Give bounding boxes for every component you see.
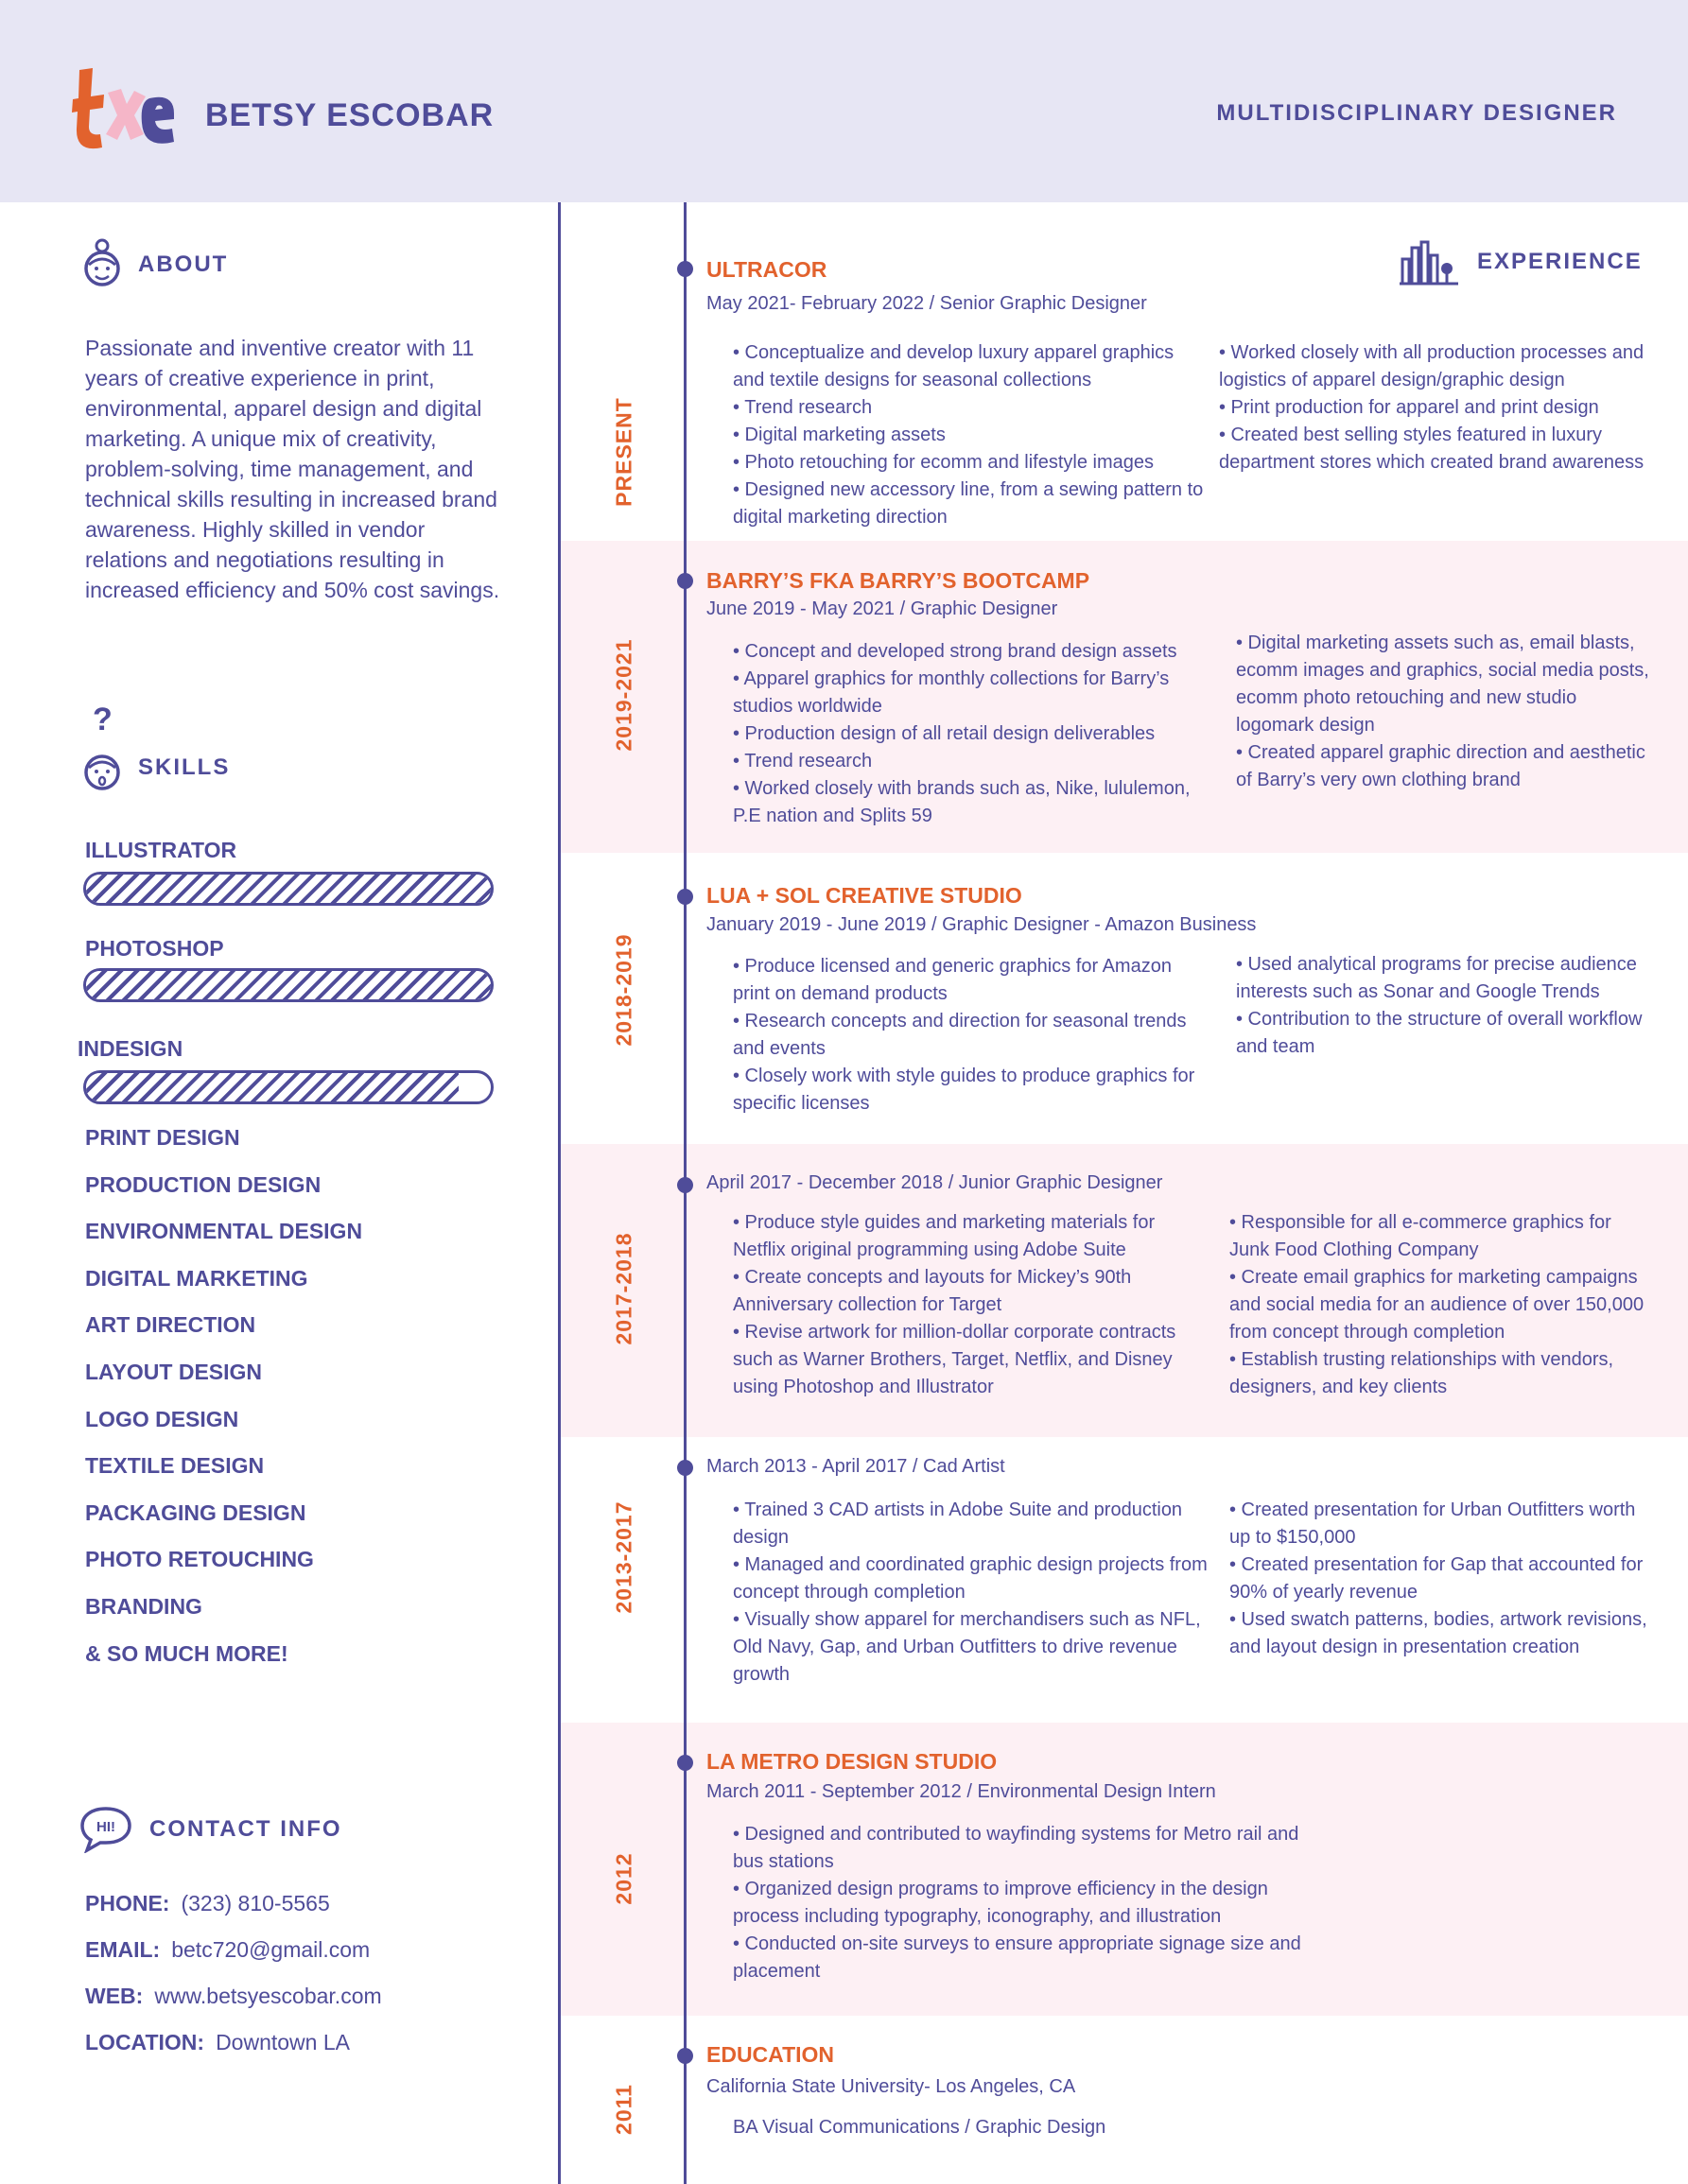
experience-title: EXPERIENCE — [1477, 249, 1643, 274]
contact-email — [85, 1935, 382, 1982]
job-subtitle: March 2011 - September 2012 / Environmental Design Intern — [706, 1781, 1216, 1802]
skills-title: SKILLS — [138, 754, 231, 780]
bullet-item: • Managed and coordinated graphic design projects from concept through completion — [733, 1554, 1208, 1603]
job-subtitle: March 2013 - April 2017 / Cad Artist — [706, 1456, 1005, 1477]
bullet-item: • Trend research — [733, 397, 873, 418]
about-heading — [83, 238, 228, 291]
bullet-item: • Created presentation for Urban Outfitters worth up to $150,000 — [1229, 1499, 1636, 1548]
company-name: LA METRO DESIGN STUDIO — [706, 1749, 998, 1774]
timeline-dot — [677, 1460, 693, 1476]
job-subtitle: May 2021- February 2022 / Senior Graphic Designer — [706, 293, 1147, 314]
skill-bar-photoshop — [83, 968, 494, 1002]
contact-location — [85, 2028, 382, 2074]
bullet-item: • Revise artwork for million-dollar corporate contracts such as Warner Brothers, Target, Netflix, and Disney using Photoshop and Illustrator — [733, 1322, 1176, 1397]
bullet-item: • Conceptualize and develop luxury apparel graphics and textile designs for seasonal collections — [733, 342, 1175, 390]
education-school: California State University- Los Angeles, CA — [706, 2076, 1076, 2097]
experience-heading — [1400, 238, 1643, 286]
skill-bar-indesign — [83, 1070, 494, 1104]
education-title: EDUCATION — [706, 2042, 835, 2067]
bullet-item: • Produce style guides and marketing materials for Netflix original programming using Adobe Suite — [733, 1212, 1156, 1260]
bullet-item: • Production design of all retail design deliverables — [733, 723, 1156, 744]
bullet-list-right — [1236, 951, 1652, 1061]
bullet-list-left — [733, 638, 1210, 830]
list-item: ENVIRONMENTAL DESIGN — [85, 1219, 363, 1244]
bullet-list-left — [733, 1209, 1210, 1401]
contact-list — [85, 1889, 382, 2074]
bullet-item: • Produce licensed and generic graphics for Amazon print on demand products — [733, 956, 1172, 1004]
contact-web — [85, 1982, 382, 2028]
bullet-list-right — [1219, 339, 1644, 477]
bullet-item: • Worked closely with brands such as, Nike, lululemon, P.E nation and Splits 59 — [733, 778, 1191, 826]
company-name: ULTRACOR — [706, 257, 827, 282]
job-subtitle: April 2017 - December 2018 / Junior Graphic Designer — [706, 1172, 1163, 1193]
job-subtitle: January 2019 - June 2019 / Graphic Designer - Amazon Business — [706, 914, 1257, 935]
timeline-dot — [677, 2048, 693, 2064]
list-item: DIGITAL MARKETING — [85, 1265, 308, 1291]
contact-value[interactable]: betc720@gmail.com — [171, 1937, 371, 1962]
bullet-item: • Apparel graphics for monthly collections for Barry’s studios worldwide — [733, 668, 1170, 717]
contact-key: WEB: — [85, 1984, 144, 2008]
candidate-role: MULTIDISCIPLINARY DESIGNER — [1216, 100, 1617, 126]
speech-bubble-text: HI! — [96, 1819, 115, 1835]
bullet-item: • Create email graphics for marketing campaigns and social media for an audience of over 150,000 from concept through completion — [1229, 1267, 1644, 1343]
bullet-list-right — [1236, 630, 1652, 794]
bullet-item: • Digital marketing assets — [733, 425, 946, 445]
bullet-list-right — [1229, 1209, 1655, 1401]
contact-title: CONTACT INFO — [149, 1816, 342, 1842]
bullet-item: • Trained 3 CAD artists in Adobe Suite and production design — [733, 1499, 1183, 1548]
list-item: PRINT DESIGN — [85, 1125, 240, 1150]
skill-fill — [86, 875, 491, 903]
list-item: PRODUCTION DESIGN — [85, 1171, 322, 1197]
bullet-item: • Contribution to the structure of overall workflow and team — [1236, 1009, 1643, 1057]
company-name: BARRY’S FKA BARRY’S BOOTCAMP — [706, 568, 1090, 593]
thinking-face-icon — [83, 702, 121, 792]
contact-heading — [79, 1806, 342, 1853]
bullet-item: • Research concepts and direction for seasonal trends and events — [733, 1011, 1187, 1059]
contact-value[interactable]: www.betsyescobar.com — [154, 1984, 382, 2008]
face-icon — [83, 238, 121, 291]
bullet-item: • Used analytical programs for precise audience interests such as Sonar and Google Trends — [1236, 954, 1637, 1002]
skill-list — [85, 1123, 362, 1686]
timeline-dot — [677, 573, 693, 589]
contact-key: PHONE: — [85, 1891, 170, 1915]
bullet-item: • Closely work with style guides to produce graphics for specific licenses — [733, 1066, 1195, 1114]
bullet-item: • Responsible for all e-commerce graphics for Junk Food Clothing Company — [1229, 1212, 1611, 1260]
bullet-item: • Organized design programs to improve efficiency in the design process including typography, iconography, and illustration — [733, 1879, 1268, 1927]
bullet-item: • Created best selling styles featured in luxury department stores which created brand awareness — [1219, 425, 1644, 473]
list-item: LOGO DESIGN — [85, 1406, 239, 1431]
bullet-item: • Print production for apparel and print design — [1219, 397, 1599, 418]
bullet-item: • Conducted on-site surveys to ensure appropriate signage size and placement — [733, 1933, 1301, 1982]
skill-fill — [86, 971, 491, 999]
skills-heading — [83, 702, 230, 792]
bullet-item: • Created apparel graphic direction and aesthetic of Barry’s very own clothing brand — [1236, 742, 1645, 790]
list-item: PACKAGING DESIGN — [85, 1499, 306, 1525]
contact-value[interactable]: (323) 810-5565 — [181, 1891, 330, 1915]
skill-label-illustrator: ILLUSTRATOR — [85, 838, 237, 862]
bullet-item: • Designed and contributed to wayfinding systems for Metro rail and bus stations — [733, 1824, 1299, 1872]
bullet-list-left — [733, 1821, 1310, 1985]
bullet-item: • Photo retouching for ecomm and lifestyle images — [733, 452, 1154, 473]
list-item: BRANDING — [85, 1593, 202, 1619]
list-item: LAYOUT DESIGN — [85, 1359, 263, 1384]
timeline-dot — [677, 1177, 693, 1193]
skill-label-indesign: INDESIGN — [78, 1036, 183, 1061]
contact-key: EMAIL: — [85, 1937, 161, 1962]
bullet-item: • Designed new accessory line, from a sewing pattern to digital marketing direction — [733, 479, 1204, 528]
bullet-item: • Created presentation for Gap that accounted for 90% of yearly revenue — [1229, 1554, 1644, 1603]
skill-label-photoshop: PHOTOSHOP — [85, 936, 224, 961]
timeline-line — [684, 202, 687, 2184]
bullet-item: • Digital marketing assets such as, email blasts, ecomm images and graphics, social media posts, ecomm photo retouching and new studio logomark design — [1236, 633, 1649, 736]
list-item: & SO MUCH MORE! — [85, 1640, 288, 1666]
education-degree — [733, 2114, 1310, 2141]
candidate-name: BETSY ESCOBAR — [205, 97, 495, 133]
bullet-list-right — [1229, 1497, 1655, 1661]
company-name: LUA + SOL CREATIVE STUDIO — [706, 883, 1022, 908]
timeline-dot — [677, 1755, 693, 1771]
bullet-list-left — [733, 1497, 1210, 1689]
contact-value: Downtown LA — [216, 2030, 350, 2054]
skill-fill — [86, 1073, 459, 1101]
bullet-list-left — [733, 953, 1210, 1118]
timeline-dot — [677, 261, 693, 277]
list-item: TEXTILE DESIGN — [85, 1453, 265, 1479]
list-item: ART DIRECTION — [85, 1312, 256, 1338]
header — [0, 0, 1688, 202]
svg-text:?: ? — [93, 702, 113, 737]
bullet-item: • Create concepts and layouts for Mickey’s 90th Anniversary collection for Target — [733, 1267, 1132, 1315]
bullet-item: • Trend research — [733, 751, 873, 771]
bullet-item: • Visually show apparel for merchandisers such as NFL, Old Navy, Gap, and Urban Outfitters to drive revenue growth — [733, 1609, 1201, 1685]
bullet-list-left — [733, 339, 1210, 531]
bullet-item: • Used swatch patterns, bodies, artwork revisions, and layout design in presentation creation — [1229, 1609, 1647, 1657]
list-item: PHOTO RETOUCHING — [85, 1547, 314, 1572]
speech-bubble-icon — [79, 1806, 132, 1853]
timeline-dot — [677, 889, 693, 905]
bar-chart-icon — [1400, 238, 1460, 286]
about-text: Passionate and inventive creator with 11 years of creative experience in print, environmental, apparel design and digital marketing. A unique mix of creativity, problem-solving, time management, and technical skills resulting in increased brand awareness. Highly skilled in vendor relations and negotiations resulting in increased efficiency and 50% cost savings. — [85, 336, 500, 602]
bullet-item: BA Visual Communications / Graphic Design — [733, 2117, 1106, 2138]
contact-phone — [85, 1889, 382, 1935]
bullet-item: • Worked closely with all production processes and logistics of apparel design/graphic design — [1219, 342, 1644, 390]
logo-icon — [72, 68, 176, 153]
contact-key: LOCATION: — [85, 2030, 205, 2054]
skill-bar-illustrator — [83, 872, 494, 906]
bullet-item: • Establish trusting relationships with vendors, designers, and key clients — [1229, 1349, 1614, 1397]
job-subtitle: June 2019 - May 2021 / Graphic Designer — [706, 598, 1058, 619]
bullet-item: • Concept and developed strong brand design assets — [733, 641, 1177, 662]
about-title: ABOUT — [138, 251, 229, 277]
